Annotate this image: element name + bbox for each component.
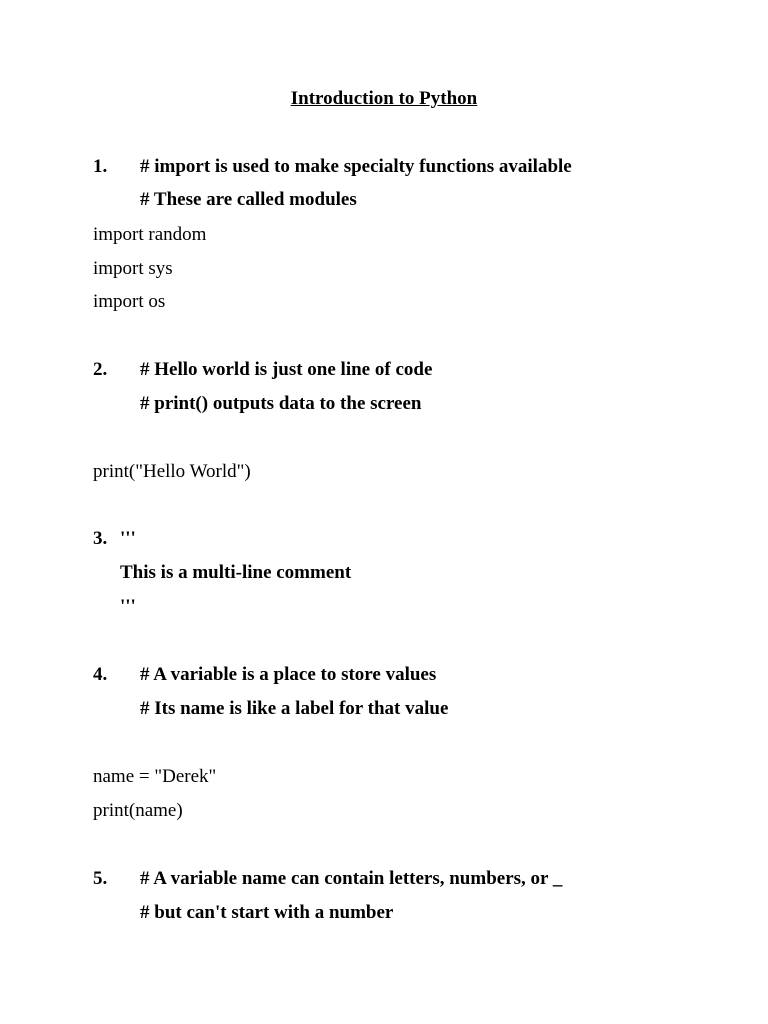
section-3-number: 3. bbox=[93, 528, 108, 549]
section-4-number: 4. bbox=[93, 664, 108, 685]
section-2-code-1: print("Hello World") bbox=[93, 461, 251, 482]
section-4-comment-2: # Its name is like a label for that value bbox=[140, 698, 449, 719]
section-4-code-1: name = "Derek" bbox=[93, 766, 217, 787]
section-5-comment-1: # A variable name can contain letters, numbers, or _ bbox=[140, 868, 563, 889]
section-2-comment-2: # print() outputs data to the screen bbox=[140, 393, 422, 414]
section-2-comment-1: # Hello world is just one line of code bbox=[140, 359, 433, 380]
section-2-number: 2. bbox=[93, 359, 108, 380]
section-3-comment-2: This is a multi-line comment bbox=[120, 562, 352, 583]
section-1-comment-2: # These are called modules bbox=[140, 189, 357, 210]
section-5-number: 5. bbox=[93, 868, 108, 889]
section-5-comment-2: # but can't start with a number bbox=[140, 902, 394, 923]
section-1-number: 1. bbox=[93, 156, 108, 177]
page-title: Introduction to Python bbox=[290, 88, 478, 109]
section-1-code-1: import random bbox=[93, 224, 207, 245]
section-1-code-2: import sys bbox=[93, 258, 173, 279]
section-4-comment-1: # A variable is a place to store values bbox=[140, 664, 437, 685]
section-1-comment-1: # import is used to make specialty functions available bbox=[140, 156, 572, 177]
section-1-code-3: import os bbox=[93, 291, 166, 312]
section-3-comment-1: ''' bbox=[120, 528, 136, 549]
section-4-code-2: print(name) bbox=[93, 800, 183, 821]
section-3-comment-3: ''' bbox=[120, 596, 136, 617]
